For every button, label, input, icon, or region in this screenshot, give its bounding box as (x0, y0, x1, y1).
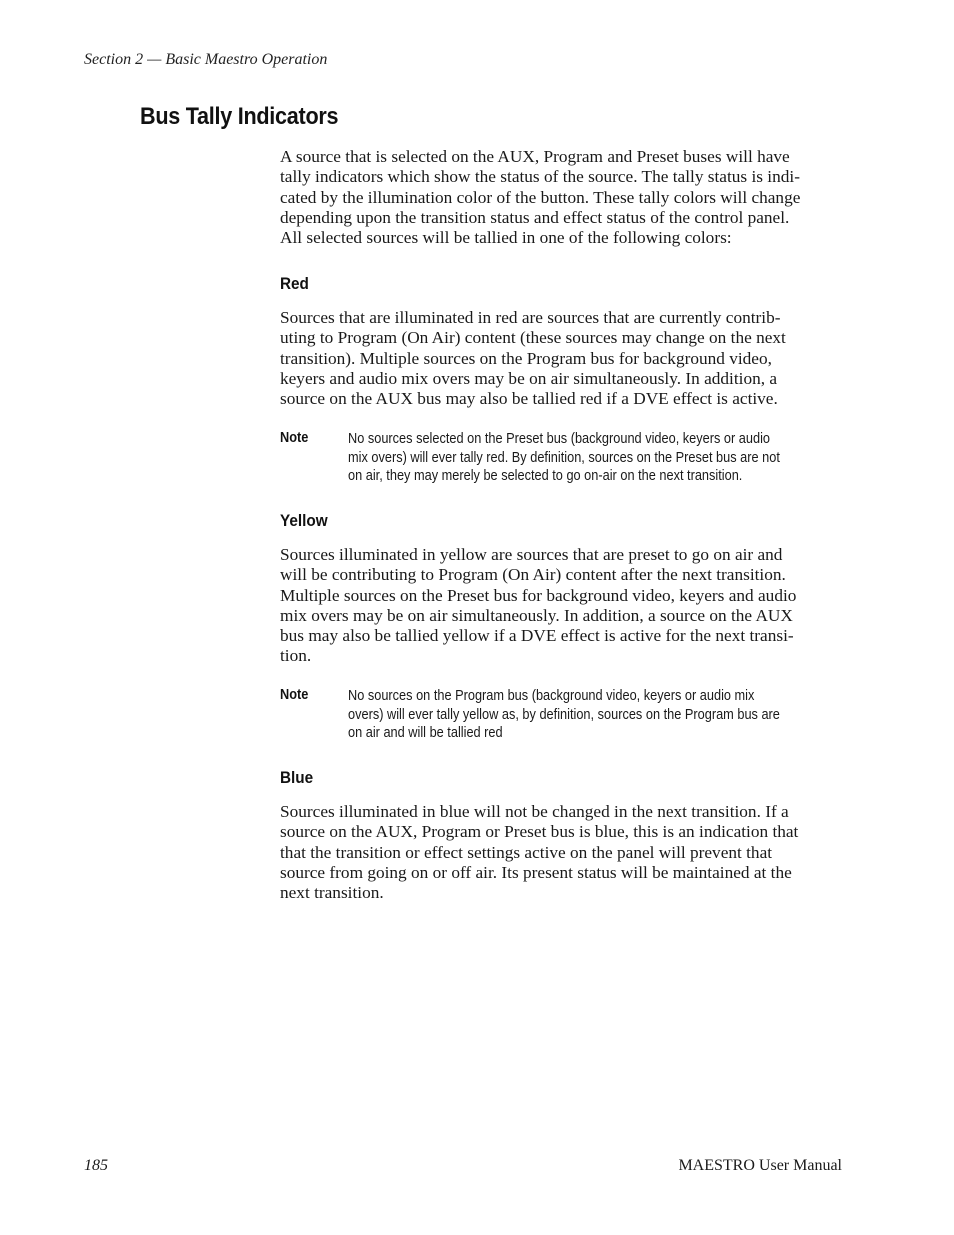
note-label: Note (280, 430, 309, 446)
red-line: Sources that are illuminated in red are sources that are currently contrib- (280, 308, 781, 327)
red-line: uting to Program (On Air) content (these sources may change on the next (280, 328, 786, 348)
red-line: source on the AUX bus may also be tallied red if a DVE effect is active. (280, 389, 778, 409)
yellow-line: bus may also be tallied yellow if a DVE effect is active for the next transi- (280, 626, 794, 646)
page-number: 185 (84, 1157, 108, 1174)
red-heading: Red (280, 274, 309, 293)
note-line: on air, they may merely be selected to go on-air on the next transition. (348, 468, 743, 485)
note-label: Note (280, 687, 309, 703)
running-header: Section 2 — Basic Maestro Operation (84, 51, 328, 68)
yellow-line: tion. (280, 646, 312, 666)
note-line: mix overs) will ever tally red. By definition, sources on the Preset bus are not (348, 449, 780, 466)
note-line: on air and will be tallied red (348, 725, 503, 742)
blue-paragraph (280, 802, 844, 903)
intro-line: All selected sources will be tallied in one of the following colors: (280, 228, 732, 248)
yellow-heading: Yellow (280, 511, 328, 530)
red-note (348, 430, 780, 486)
intro-line: depending upon the transition status and effect status of the control panel. (280, 207, 790, 227)
blue-line: next transition. (280, 883, 384, 903)
red-line: keyers and audio mix overs may be on air simultaneously. In addition, a (280, 368, 778, 388)
blue-line: source from going on or off air. Its present status will be maintained at the (280, 862, 792, 882)
yellow-line: Multiple sources on the Preset bus for background video, keyers and audio (280, 585, 797, 605)
yellow-line: Sources illuminated in yellow are sources that are preset to go on air and (280, 545, 783, 564)
intro-line: tally indicators which show the status of the source. The tally status is indi- (280, 167, 800, 187)
yellow-note (348, 687, 780, 743)
intro-paragraph (280, 147, 844, 248)
red-paragraph (280, 308, 844, 409)
intro-line: cated by the illumination color of the button. These tally colors will change (280, 187, 801, 207)
blue-line: source on the AUX, Program or Preset bus is blue, this is an indication that (280, 822, 799, 842)
note-line: No sources selected on the Preset bus (background video, keyers or audio (348, 431, 771, 447)
yellow-paragraph (280, 545, 844, 667)
blue-line: that the transition or effect settings active on the panel will prevent that (280, 842, 773, 862)
blue-line: Sources illuminated in blue will not be changed in the next transition. If a (280, 802, 789, 821)
note-line: overs) will ever tally yellow as, by definition, sources on the Program bus are (348, 706, 780, 723)
page-title: Bus Tally Indicators (140, 103, 339, 130)
yellow-line: mix overs may be on air simultaneously. In addition, a source on the AUX (280, 605, 793, 625)
yellow-line: will be contributing to Program (On Air) content after the next transition. (280, 565, 786, 585)
red-line: transition). Multiple sources on the Program bus for background video, (280, 348, 772, 368)
intro-line: A source that is selected on the AUX, Program and Preset buses will have (280, 147, 790, 166)
note-line: No sources on the Program bus (background video, keyers or audio mix (348, 688, 755, 704)
manual-title: MAESTRO User Manual (678, 1157, 842, 1174)
blue-heading: Blue (280, 768, 314, 787)
